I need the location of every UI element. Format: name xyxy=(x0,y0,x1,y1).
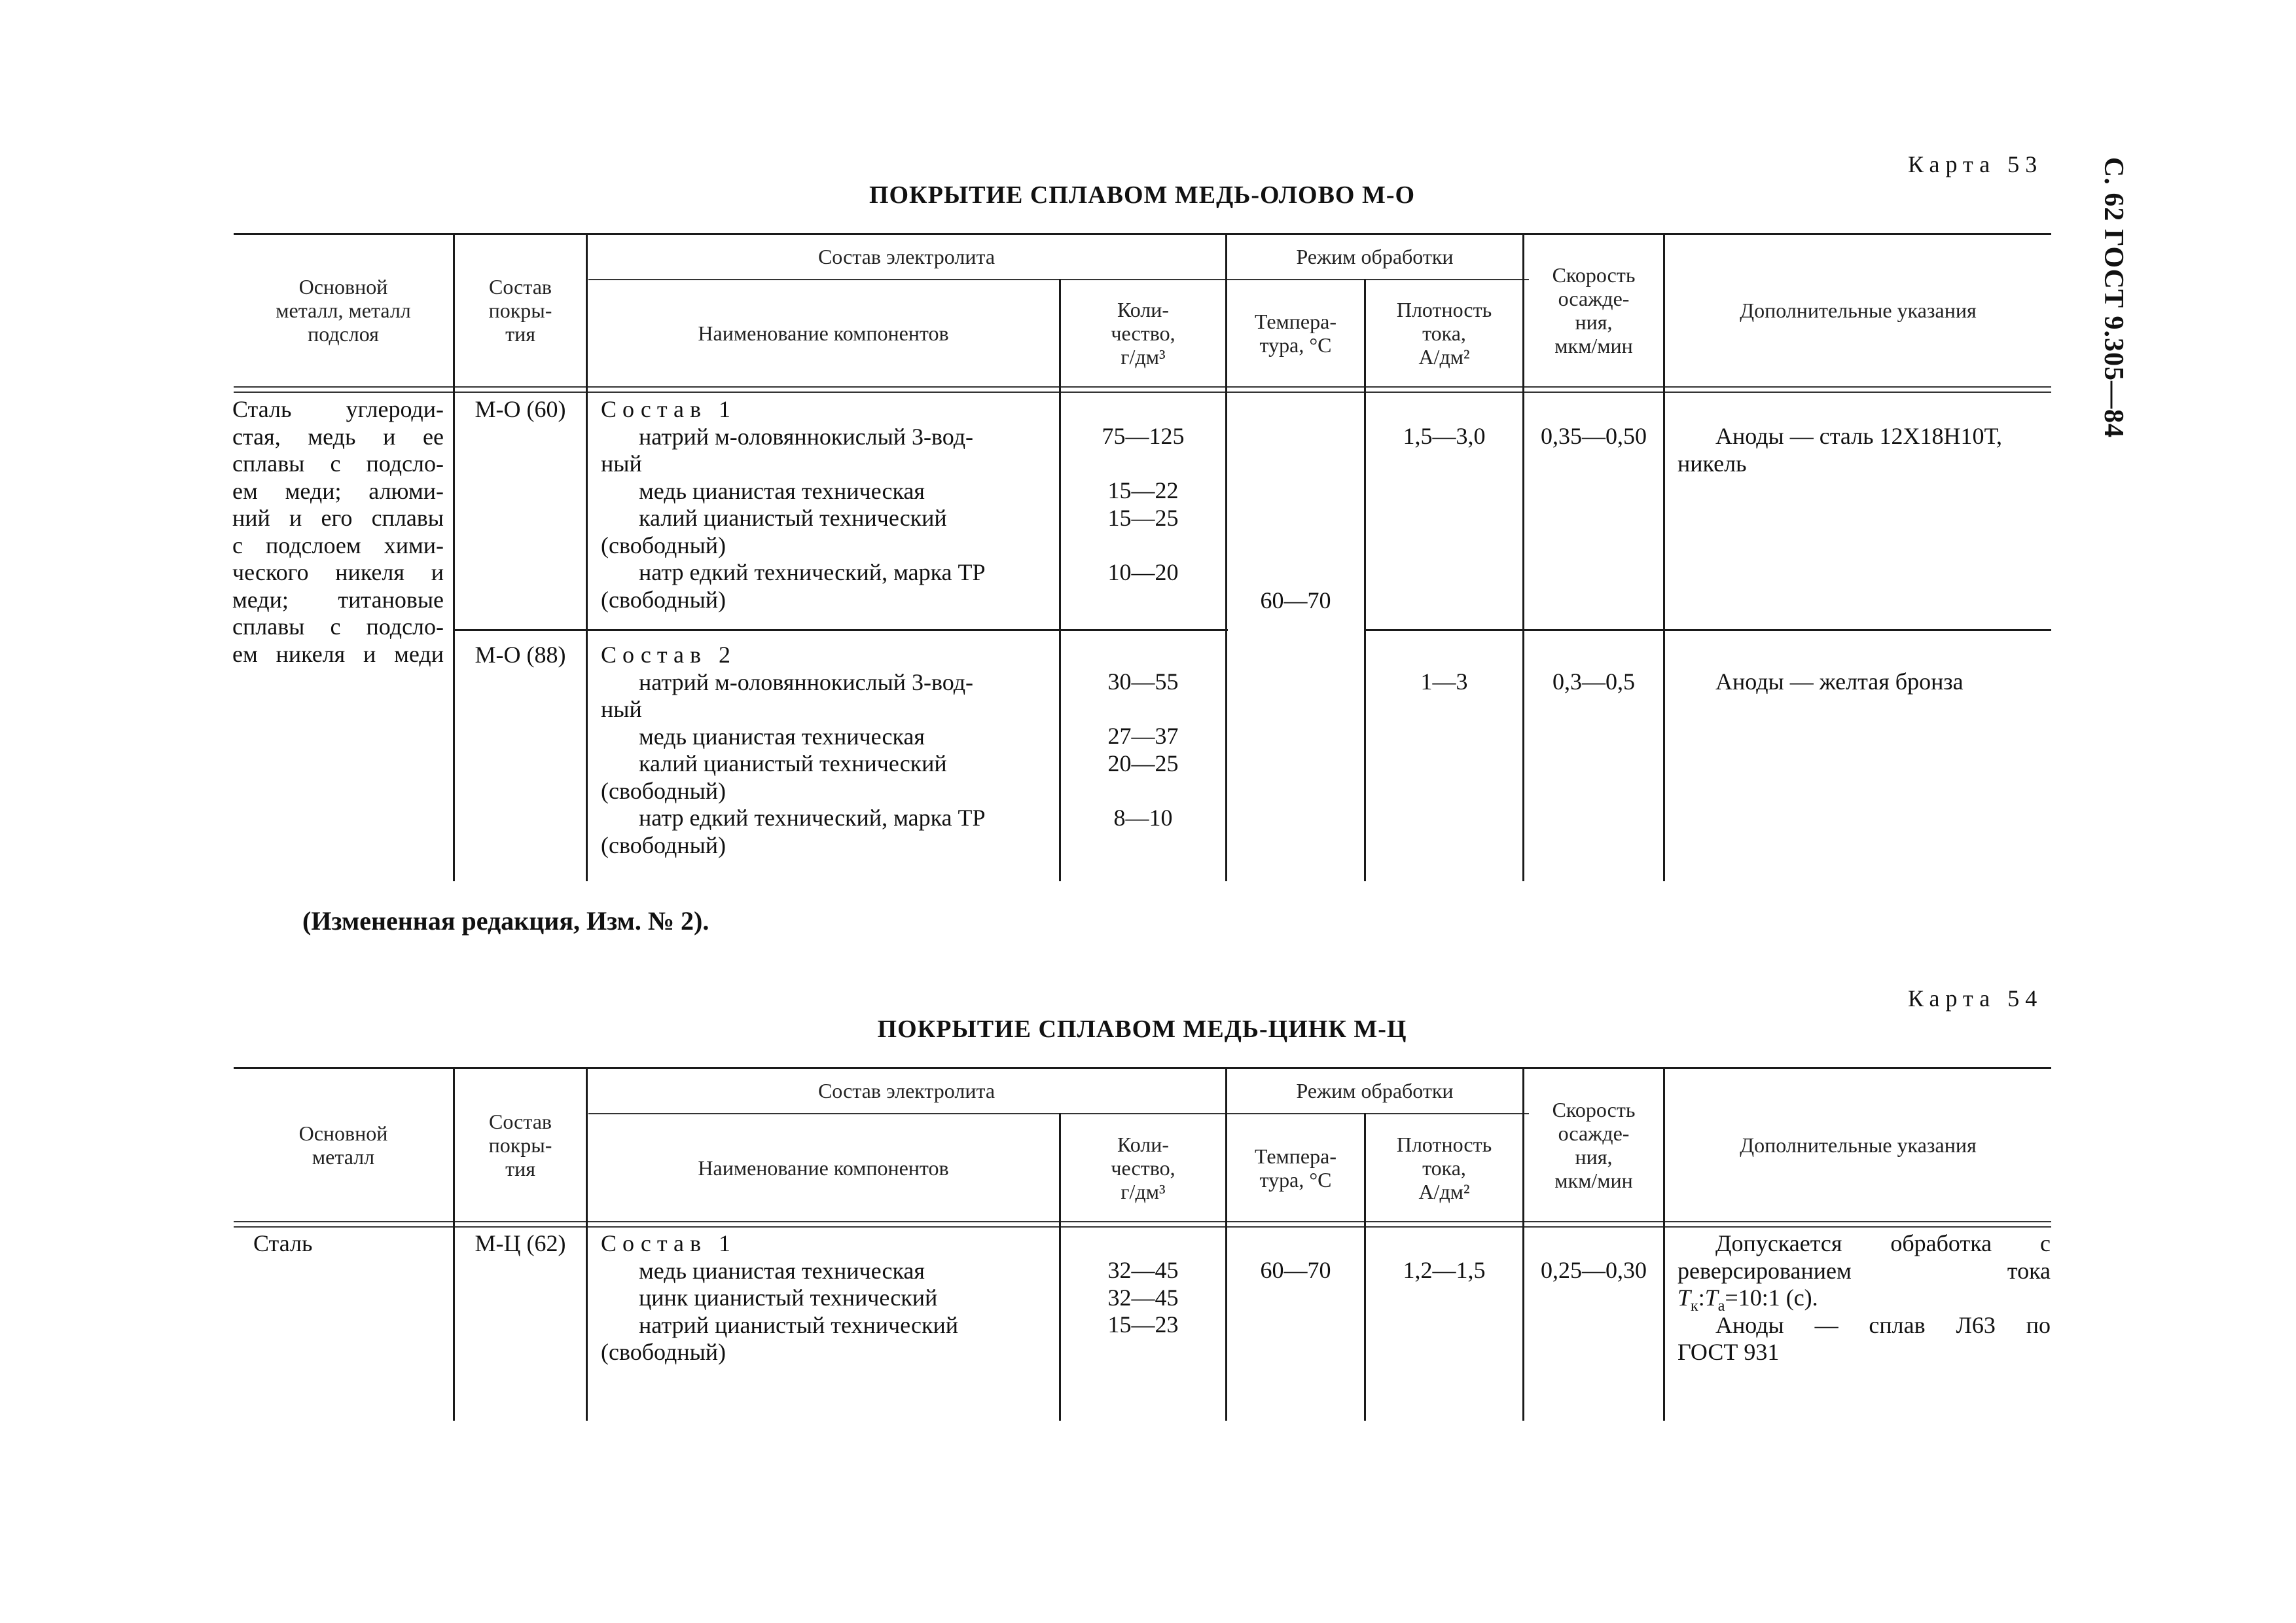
notes-cell: Аноды — сталь 12Х18Н10Т, никель xyxy=(1677,423,2002,477)
card54-number: Карта 54 xyxy=(1908,985,2043,1012)
header-mode: Режим обработки xyxy=(1296,245,1454,268)
header-density: Плотность тока, А/дм² xyxy=(1396,1132,1492,1203)
header-base-metal: Основной металл xyxy=(298,1121,388,1169)
header-speed: Скорость осажде- ния, мкм/мин xyxy=(1552,263,1636,357)
components-cell: Состав 2 натрий м-оловяннокислый 3-вод- ный медь цианистая техническая калий цианистый технический (свободный) натр едкий технический, марка ТР (свободный) xyxy=(601,642,986,858)
density-value: 1,2—1,5 xyxy=(1403,1257,1486,1283)
header-temperature: Темпера- тура, °С xyxy=(1255,1144,1336,1192)
quantity-value: 30—55 xyxy=(1107,668,1179,695)
quantity-value: 15—23 xyxy=(1107,1311,1179,1338)
quantity-value: 32—45 xyxy=(1107,1285,1179,1311)
components-cell: Состав 1 медь цианистая техническая цинк цианистый технический натрий цианистый технический (свободный) xyxy=(601,1230,958,1365)
quantity-value: 75—125 xyxy=(1102,423,1185,449)
header-coating: Состав покры- тия xyxy=(488,1109,552,1180)
speed-value: 0,3—0,5 xyxy=(1552,668,1635,695)
temperature-value: 60—70 xyxy=(1260,587,1331,613)
header-component-name: Наименование компонентов xyxy=(698,321,949,345)
card54-title: ПОКРЫТИЕ СПЛАВОМ МЕДЬ-ЦИНК М-Ц xyxy=(877,1015,1407,1043)
header-quantity: Коли- чество, г/дм³ xyxy=(1111,298,1175,369)
quantity-value: 15—25 xyxy=(1107,505,1179,531)
header-quantity: Коли- чество, г/дм³ xyxy=(1111,1132,1175,1203)
header-component-name: Наименование компонентов xyxy=(698,1156,949,1180)
revision-note: (Измененная редакция, Изм. № 2). xyxy=(302,906,709,936)
header-base-metal: Основной металл, металл подслоя xyxy=(276,275,411,346)
header-temperature: Темпера- тура, °С xyxy=(1255,310,1336,357)
base-metal-cell: Сталь xyxy=(253,1230,313,1256)
coating-cell: М-О (60) xyxy=(475,396,566,422)
header-coating: Состав покры- тия xyxy=(488,275,552,346)
quantity-value: 8—10 xyxy=(1113,805,1173,831)
speed-value: 0,35—0,50 xyxy=(1541,423,1647,449)
header-electrolyte: Состав электролита xyxy=(817,245,996,268)
base-metal-cell: Сталь углероди- стая, медь и ее сплавы с подсло- ем меди; алюми- ний и его сплавы с подслоем хими- ческого никеля и меди; титановые сплавы с подсло- ем никеля и меди xyxy=(232,396,444,667)
quantity-value: 27—37 xyxy=(1107,723,1179,749)
current-ratio: $Т_к:Т_а=10:1$ (с). xyxy=(1677,1285,1818,1315)
coating-cell: М-Ц (62) xyxy=(475,1230,566,1256)
quantity-value: 32—45 xyxy=(1107,1257,1179,1283)
notes-cell: Допускается обработка с реверсированием тока $Т_к:Т_а=10:1$ (с). Аноды — сплав Л63 по ГОСТ 931 xyxy=(1677,1230,2051,1365)
header-speed: Скорость осажде- ния, мкм/мин xyxy=(1552,1097,1636,1192)
density-value: 1—3 xyxy=(1420,668,1468,695)
components-cell: Состав 1 натрий м-оловяннокислый 3-вод- ный медь цианистая техническая калий цианистый технический (свободный) натр едкий технический, марка ТР (свободный) xyxy=(601,396,986,613)
header-mode: Режим обработки xyxy=(1296,1079,1454,1103)
quantity-value: 10—20 xyxy=(1107,559,1179,585)
header-notes: Дополнительные указания xyxy=(1740,299,1977,322)
speed-value: 0,25—0,30 xyxy=(1541,1257,1647,1283)
header-density: Плотность тока, А/дм² xyxy=(1396,298,1492,369)
card53-title: ПОКРЫТИЕ СПЛАВОМ МЕДЬ-ОЛОВО М-О xyxy=(869,181,1416,209)
density-value: 1,5—3,0 xyxy=(1403,423,1486,449)
quantity-value: 15—22 xyxy=(1107,477,1179,503)
quantity-value: 20—25 xyxy=(1107,750,1179,776)
coating-cell: М-О (88) xyxy=(475,642,566,668)
temperature-value: 60—70 xyxy=(1260,1257,1331,1283)
page-side-header: С. 62 ГОСТ 9.305—84 xyxy=(2098,157,2128,439)
notes-cell: Аноды — желтая бронза xyxy=(1715,668,1964,695)
header-notes: Дополнительные указания xyxy=(1740,1133,1977,1157)
card53-number: Карта 53 xyxy=(1908,151,2043,177)
header-electrolyte: Состав электролита xyxy=(817,1079,996,1103)
